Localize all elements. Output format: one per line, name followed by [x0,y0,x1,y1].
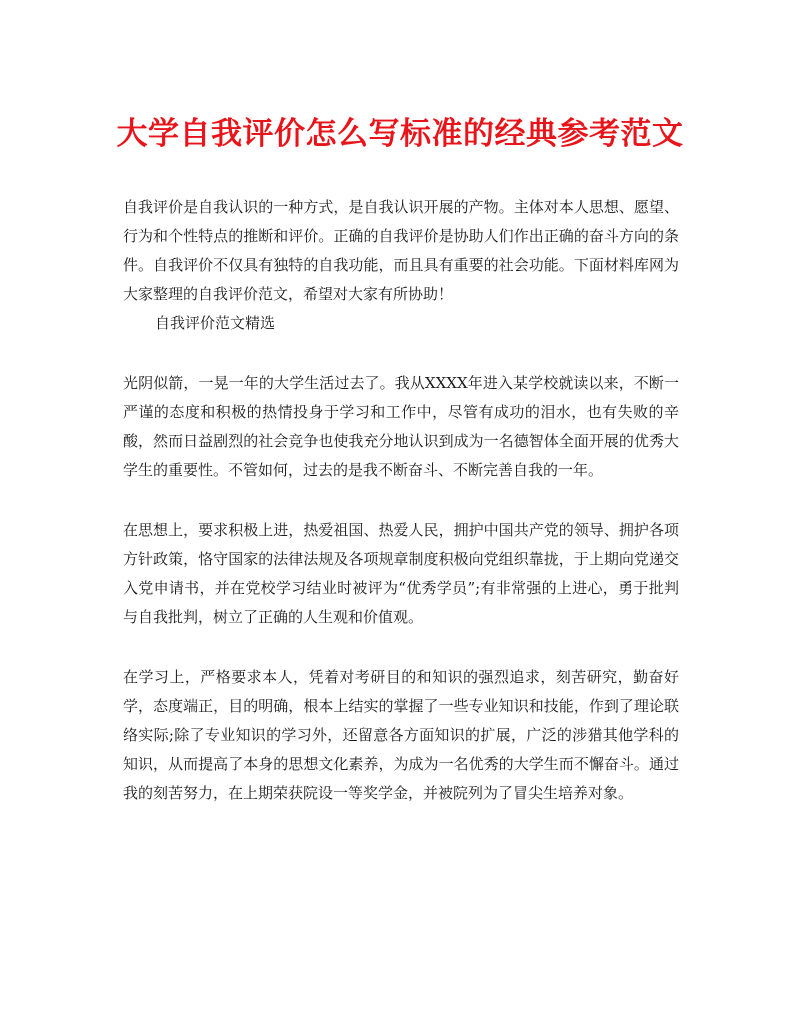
body-paragraph-3: 在学习上，严格要求本人，凭着对考研目的和知识的强烈追求，刻苦研究，勤奋好学，态度端正，目的明确，根本上结实的掌握了一些专业知识和技能，作到了理论联络实际;除了专业知识的学习外，还留意各方面知识的扩展，广泛的涉猎其他学科的知识，从而提高了本身的思想文化素养，为成为一名优秀的大学生而不懈奋斗。通过我的刻苦努力，在上期荣获院设一等奖学金，并被院列为了冒尖生培养对象。 [123,668,679,802]
intro-paragraph: 自我评价是自我认识的一种方式，是自我认识开展的产物。主体对本人思想、愿望、行为和个性特点的推断和评价。正确的自我评价是协助人们作出正确的奋斗方向的条件。自我评价不仅具有独特的自我功能，而且具有重要的社会功能。下面材料库网为大家整理的自我评价范文，希望对大家有所协助！ [123,198,679,303]
body-paragraph-2: 在思想上，要求积极上进，热爱祖国、热爱人民，拥护中国共产党的领导、拥护各项方针政策，恪守国家的法律法规及各项规章制度积极向党组织靠拢，于上期向党递交入党申请书，并在党校学习结业时被评为“优秀学员”;有非常强的上进心，勇于批判与自我批判，树立了正确的人生观和价值观。 [123,521,679,626]
document-body [123,193,679,808]
body-paragraph-1: 光阴似箭，一晃一年的大学生活过去了。我从XXXX年进入某学校就读以来，不断一严谨的态度和积极的热情投身于学习和工作中，尽管有成功的泪水，也有失败的辛酸，然而日益剧烈的社会竞争也使我充分地认识到成为一名德智体全面开展的优秀大学生的重要性。不管如何，过去的是我不断奋斗、不断完善自我的一年。 [123,374,679,479]
document-title: 大学自我评价怎么写标准的经典参考范文 [116,116,684,152]
section-heading: 自我评价范文精选 [155,314,276,332]
